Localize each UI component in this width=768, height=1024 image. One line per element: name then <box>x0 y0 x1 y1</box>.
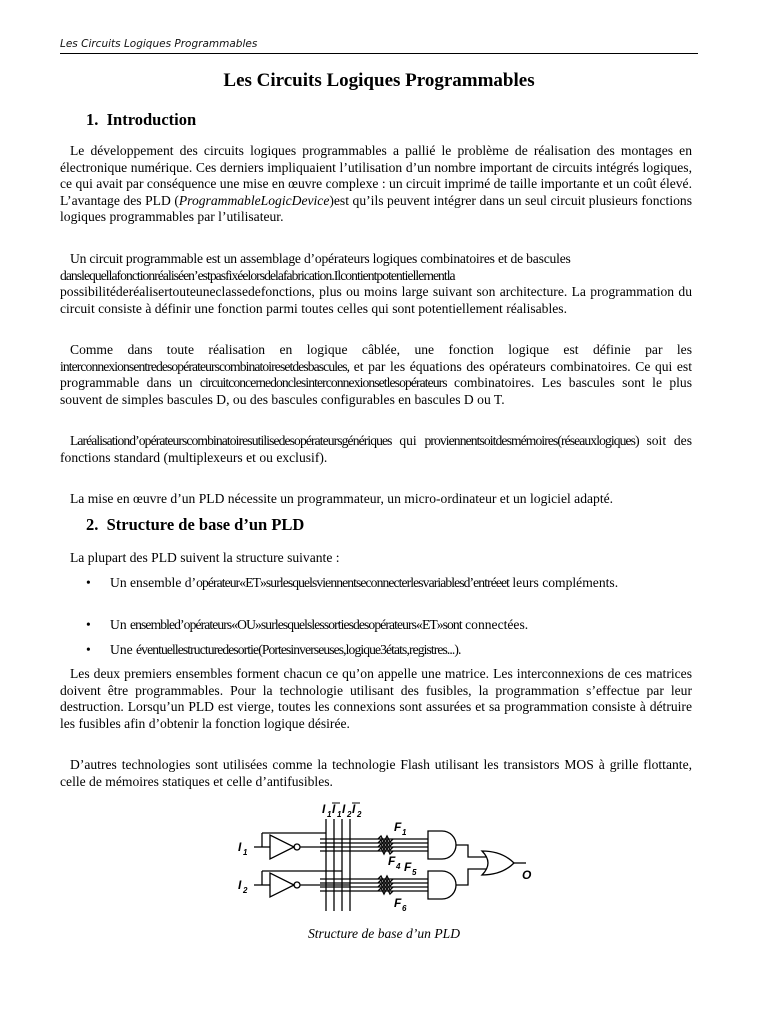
list-item <box>88 642 692 659</box>
text-run: Le développement des circuits logiques programmables a pallié le problème de réalisation des montages en électronique numérique. Ces derniers impliquaient l’utilisation d’un nombre important de circuits intégrés logiques, ce qui avait par conséquence une mise en œuvre complexe : un circuit imprimé de taille importante et un coût élevé. L’avantage des PLD ( <box>60 143 692 208</box>
header-rule <box>60 53 698 54</box>
running-header: Les Circuits Logiques Programmables <box>60 38 258 50</box>
list-item <box>88 617 692 634</box>
text-run: Un <box>110 617 131 632</box>
text-run: )est qu’ils peuvent intégrer dans un seul circuit plusieurs fonctions logiques programmables par l’utilisateur. <box>60 192 692 225</box>
diagram-label: 5 <box>412 868 417 877</box>
list-item <box>88 575 692 592</box>
section-heading-introduction <box>86 110 196 130</box>
diagram-label: 1 <box>402 828 407 837</box>
section-number: 1. <box>86 110 99 129</box>
text-run: et par les équations des opérateurs combinatoires. Ce qui est programmable dans un <box>60 358 692 391</box>
diagram-label: 4 <box>396 862 401 871</box>
text-run: Laréalisationd’opérateurscombinatoiresutilisedesopérateursgénériques <box>70 433 392 448</box>
text-run: leurs compléments. <box>508 575 619 590</box>
text-run: ensembled’opérateurs«OU»surlesquelslessortiesdesopérateurs«ET»sont <box>130 617 462 632</box>
text-run: qui <box>391 433 425 448</box>
list-item-text <box>110 617 692 634</box>
text-run: Un ensemble d’ <box>110 575 197 590</box>
text-line: Un circuit programmable est un assemblage d’opérateurs logiques combinatoires et de bascules <box>70 251 571 266</box>
diagram-label: I <box>332 802 336 816</box>
diagram-label: 1 <box>243 848 248 857</box>
text-run: circuitconcernedonclesinterconnexionsetlesopérateurs <box>199 375 447 391</box>
diagram-label: F <box>394 820 402 834</box>
structure-intro: La plupart des PLD suivent la structure suivante : <box>70 550 340 565</box>
text-run: éventuellestructuredesortie(Portesinverseuses,logique3états,registres...). <box>136 642 461 657</box>
section-title: Structure de base d’un PLD <box>106 515 305 534</box>
diagram-label: F <box>404 860 412 874</box>
italic-term: ProgrammableLogicDevice <box>178 192 330 208</box>
diagram-label: I <box>352 802 356 816</box>
bullet-icon: • <box>86 575 91 590</box>
intro-paragraph-1 <box>60 143 692 226</box>
section-heading-structure <box>86 515 304 535</box>
bullet-icon: • <box>86 642 91 657</box>
diagram-label: I <box>342 802 346 816</box>
intro-paragraph-5: La mise en œuvre d’un PLD nécessite un programmateur, un micro-ordinateur et un logiciel adapté. <box>70 491 614 506</box>
text-line: danslequellafonctionréaliséen’estpasfixéelorsdelafabrication.Ilcontientpotentiellementla <box>60 267 455 283</box>
bullet-icon: • <box>86 617 91 632</box>
document-title: Les Circuits Logiques Programmables <box>223 70 535 91</box>
diagram-label: 2 <box>243 886 248 895</box>
text-run: Une <box>110 642 137 657</box>
diagram-label: I <box>238 878 242 892</box>
diagram-label: I <box>322 802 326 816</box>
diagram-label: F <box>394 896 402 910</box>
diagram-label: O <box>522 868 532 882</box>
diagram-label: 6 <box>402 904 407 913</box>
structure-paragraph-1: Les deux premiers ensembles forment chacun ce qu’on appelle une matrice. Les interconnexions de ces matrices doivent être programmables. Pour la technologie utilisant des fusibles, la programmation s’effectue par leur destruction. Lorsqu’un PLD est vierge, toutes les connexions sont assurées et sa programmation consiste à détruire les fusibles afin d’obtenir la fonction logique désirée. <box>60 666 692 731</box>
list-item-text <box>110 575 692 592</box>
text-run: possibilitéderéalisertouteuneclassedefonctions, plus ou moins large suivant son architecture. La programmation du circuit consiste à définir une fonction parmi toutes celles qui sont potentiellement réalisables. <box>60 284 692 316</box>
section-title: Introduction <box>106 110 197 129</box>
diagram-label: F <box>388 854 396 868</box>
diagram-label: 2 <box>347 810 352 819</box>
diagram-label: 1 <box>337 810 342 819</box>
diagram-label: 2 <box>357 810 362 819</box>
text-run: proviennentsoitdesmémoires(réseauxlogiques) <box>424 433 639 448</box>
figure-caption: Structure de base d’un PLD <box>307 926 461 941</box>
intro-paragraph-3 <box>60 342 692 408</box>
diagram-labels <box>238 802 532 913</box>
structure-paragraph-2: D’autres technologies sont utilisées comme la technologie Flash utilisant les transistors MOS à grille flottante, celle de mémoires statiques et celle d’antifusibles. <box>60 757 692 789</box>
section-number: 2. <box>86 515 99 534</box>
pld-structure-diagram <box>228 797 540 919</box>
text-run: connectées. <box>461 617 529 632</box>
intro-paragraph-4 <box>60 433 692 466</box>
text-run: Comme dans toute réalisation en logique câblée, une fonction logique est définie par les <box>70 342 692 357</box>
intro-paragraph-2 <box>60 251 692 317</box>
diagram-label: I <box>238 840 242 854</box>
text-run: soit des fonctions standard (multiplexeurs et ou exclusif). <box>60 433 693 465</box>
text-run: combinatoires. Les bascules sont le plus souvent de simples bascules D, ou des bascules configurables en bascules D ou T. <box>60 375 692 407</box>
text-run: interconnexionsentredesopérateurscombinatoiresetdesbascules, <box>60 358 350 374</box>
diagram-label: 1 <box>327 810 332 819</box>
list-item-text <box>110 642 692 659</box>
text-run: opérateur«ET»surlesquelsviennentseconnecterlesvariablesd’entréeet <box>196 575 509 590</box>
